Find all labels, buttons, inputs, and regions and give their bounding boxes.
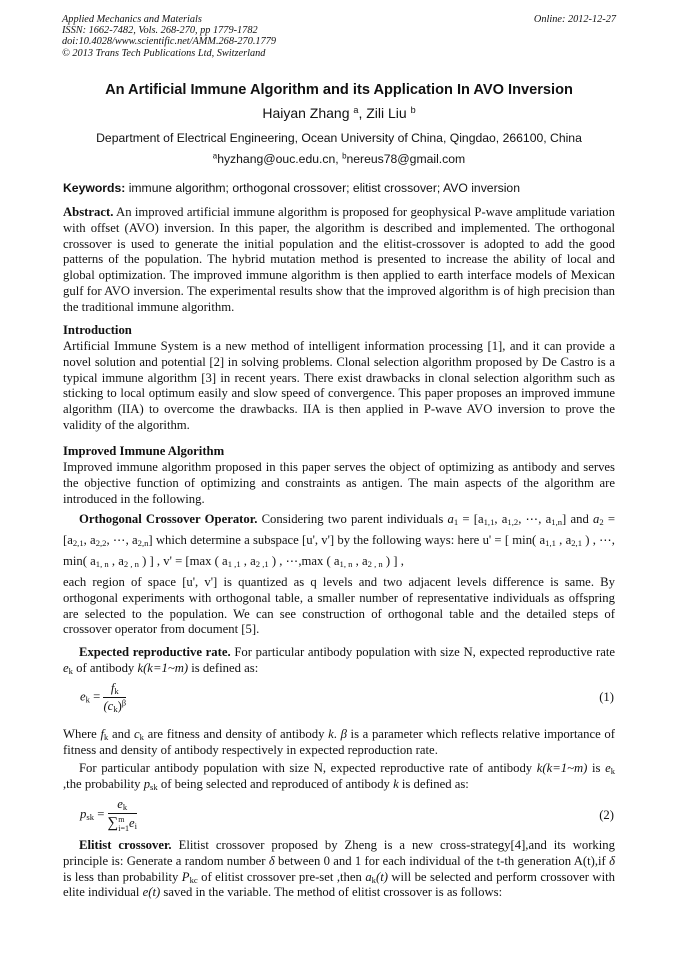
text-run: is defined as: xyxy=(398,776,469,791)
orthogonal-crossover-continued xyxy=(63,575,615,638)
doi-line: doi:10.4028/www.scientific.net/AMM.268-270.1779 xyxy=(62,36,277,48)
text-run: For particular antibody population with size N, expected reproductive rate xyxy=(230,645,615,659)
affiliation: Department of Electrical Engineering, Ocean University of China, Qingdao, 266100, China xyxy=(96,131,582,145)
paper-title: An Artificial Immune Algorithm and its Application In AVO Inversion xyxy=(105,82,573,98)
text-run: For particular antibody population with size N, expected reproductive rate of antibody xyxy=(79,761,537,775)
sum-limits xyxy=(118,815,129,833)
math-sub: 1,n xyxy=(551,517,563,528)
math-k-range: k(k=1~m) xyxy=(536,761,588,775)
math-k-range: k(k=1~m) xyxy=(137,660,189,675)
math-run: ] xyxy=(148,533,153,548)
section-heading-iia: Improved Immune Algorithm xyxy=(63,444,225,458)
math-run: , ⋯, a xyxy=(106,533,138,548)
math-e: e xyxy=(128,816,135,830)
text-run: . xyxy=(333,727,341,741)
math-run: , a xyxy=(240,554,256,569)
journal-header xyxy=(62,14,616,59)
text-run: Elitist crossover proposed by Zheng is a new cross-strategy[4],and its working principle is: Generate a random number xyxy=(63,838,615,868)
math-run: , a xyxy=(555,533,572,548)
probability-paragraph xyxy=(63,761,615,793)
math-beta: β xyxy=(340,727,347,741)
sum-lower-limit: i=1 xyxy=(118,824,129,834)
math-run: , a xyxy=(83,533,96,548)
email-2-mark: b xyxy=(342,151,347,161)
issn-line: ISSN: 1662-7482, Vols. 268-270, pp 1779-1782 xyxy=(62,25,258,37)
math-sub: sk xyxy=(86,812,95,823)
iia-text: Improved immune algorithm proposed in this paper serves the object of optimizing as antibody and serves the objective function of optimizing and constraints as antigen. The main aspects of the algorithm are introduced in the following. xyxy=(63,460,615,506)
math-e-t: e(t) xyxy=(142,885,161,900)
math-sub: 1,1 xyxy=(483,517,495,528)
math-t: (t) xyxy=(375,869,388,884)
author-1: Haiyan Zhang xyxy=(262,105,350,121)
math-run: , a xyxy=(494,512,508,526)
math-sub: 1, n xyxy=(339,559,353,570)
where-paragraph xyxy=(63,727,615,759)
section-heading-introduction: Introduction xyxy=(63,323,132,337)
equation-1-number: (1) xyxy=(599,690,614,704)
math-sub: 1 ,1 xyxy=(227,559,241,570)
math-e: e xyxy=(605,761,611,775)
math-f: f xyxy=(100,727,104,741)
math-run: , a xyxy=(352,554,368,569)
math-sub: 2,2 xyxy=(95,538,107,549)
math-sub: 2,1 xyxy=(72,538,84,549)
math-equals: = xyxy=(94,806,108,821)
math-run: ] xyxy=(562,512,567,526)
equation-1-denominator xyxy=(103,698,126,714)
math-a2: a xyxy=(593,512,600,526)
math-e: e xyxy=(80,689,86,704)
math-sub: sk xyxy=(150,781,158,792)
abstract-label: Abstract. xyxy=(63,205,114,219)
math-sub: k xyxy=(114,686,119,697)
abstract xyxy=(63,205,615,316)
math-subspace: [u', v'] xyxy=(302,533,335,548)
email-2: nereus78@gmail.com xyxy=(346,152,466,166)
math-run: ) ] , xyxy=(382,554,404,569)
equation-2-denominator xyxy=(108,814,137,833)
author-line xyxy=(62,105,616,121)
equation-1 xyxy=(80,681,126,714)
math-sub: 2,n xyxy=(137,538,149,549)
equation-1-fraction xyxy=(103,681,126,714)
text-run: each region of space xyxy=(63,575,183,589)
text-run: by the following ways: here xyxy=(334,533,480,548)
elitist-label: Elitist crossover. xyxy=(79,838,172,852)
math-a: a xyxy=(365,869,372,884)
math-sub: 2 xyxy=(599,517,604,528)
math-sub: k xyxy=(113,704,118,715)
text-run: which determine a subspace xyxy=(152,533,303,548)
math-run: ) xyxy=(117,699,122,713)
math-sub: 2 , n xyxy=(123,559,139,570)
equation-2 xyxy=(80,797,137,833)
equation-1-numerator xyxy=(103,681,126,698)
journal-name: Applied Mechanics and Materials xyxy=(62,14,202,25)
sum-upper-limit: m xyxy=(118,815,125,825)
text-run: Considering two parent individuals xyxy=(257,512,448,526)
expected-rate-label: Expected reproductive rate. xyxy=(79,645,231,659)
math-u-definition: u' = [ min( a xyxy=(482,533,546,548)
math-sub: k xyxy=(139,732,144,743)
text-run: are fitness and density of antibody xyxy=(143,727,329,741)
math-sub: k xyxy=(122,802,128,813)
math-sub: kc xyxy=(189,874,198,885)
math-sub: 2 ,1 xyxy=(255,559,269,570)
keywords xyxy=(63,181,615,195)
math-c: c xyxy=(133,727,140,741)
math-sub: k xyxy=(371,874,376,885)
math-run: , a xyxy=(108,554,124,569)
text-run: is less than probability xyxy=(63,869,182,884)
author-1-mark: a xyxy=(353,105,359,115)
email-1: hyzhang@ouc.edu.cn xyxy=(217,152,336,166)
math-sub: 1,1 xyxy=(545,538,556,549)
email-1-mark: a xyxy=(212,151,218,161)
math-p: P xyxy=(181,869,190,884)
email-line xyxy=(62,152,616,166)
math-run: = [a xyxy=(63,512,616,548)
math-f: f xyxy=(110,681,115,695)
text-run: and xyxy=(566,512,589,526)
math-delta: δ xyxy=(268,853,275,868)
text-run: is quantized as q levels and two adjacent levels difference is same. By orthogonal experiments with orthogonal table, a smaller number of representative individuals as offspring are selected to the population. We can see construction of orthogonal table and the detailed steps of crossover operator from document [5]. xyxy=(63,575,615,637)
math-sum: ∑ xyxy=(107,815,119,831)
math-a1: a xyxy=(447,512,454,526)
math-sub: 2,1 xyxy=(571,538,582,549)
math-sub: k xyxy=(85,694,90,705)
text-run: ,the probability xyxy=(63,776,144,791)
email-separator: , xyxy=(335,152,343,166)
math-sub: k xyxy=(610,766,616,777)
orthogonal-crossover-paragraph xyxy=(63,509,615,573)
math-run: ) , ⋯,max ( a xyxy=(268,554,340,569)
copyright-line: © 2013 Trans Tech Publications Ltd, Switzerland xyxy=(62,47,266,59)
text-run: between 0 and 1 for each individual of the t-th generation A(t),if xyxy=(274,853,610,868)
text-run: and xyxy=(108,727,134,741)
equation-2-number: (2) xyxy=(599,808,614,822)
math-run: , ⋯, a xyxy=(518,512,552,526)
math-e: e xyxy=(117,797,123,811)
introduction-text: Artificial Immune System is a new method of intelligent information processing [1], and it can provide a novel solution and potential [2] in solving problems. Clonal selection algorithm proposed by De Castro is a typical immune algorithm [3] in recent years. There exist drawbacks in clonal selection algorithm such as sticking to local optimum easily and slow speed of convergence. This paper proposes an improved immune algorithm (IIA) to overcome the drawbacks. IIA is then applied in P-wave AVO inversion to prove the validity of the algorithm. xyxy=(63,339,615,432)
math-k: k xyxy=(328,727,334,741)
online-date: Online: 2012-12-27 xyxy=(533,14,616,25)
equation-2-numerator xyxy=(108,797,137,814)
math-p: p xyxy=(80,806,87,821)
math-sub: 2 , n xyxy=(367,559,383,570)
math-sub: 1 xyxy=(453,517,459,528)
math-delta: δ xyxy=(609,853,615,868)
math-run: ) , ⋯, min( a xyxy=(63,533,615,569)
author-separator: , xyxy=(358,105,367,121)
math-p: p xyxy=(143,776,151,791)
math-k: k xyxy=(393,776,399,791)
math-e: e xyxy=(63,660,69,675)
author-2-mark: b xyxy=(410,105,416,115)
text-run: of antibody xyxy=(72,660,138,675)
author-2: Zili Liu xyxy=(366,105,407,121)
math-sub: 1,2 xyxy=(507,517,519,528)
orthogonal-label: Orthogonal Crossover Operator. xyxy=(79,512,258,526)
math-beta: β xyxy=(121,698,127,708)
text-run: is a parameter which reflects relative importance of fitness and density of antibody respectively in expected reproduction rate. xyxy=(63,727,615,757)
elitist-crossover-paragraph xyxy=(63,838,615,901)
math-sub: 1, n xyxy=(95,559,109,570)
math-c: (c xyxy=(103,699,114,713)
equation-2-fraction xyxy=(108,797,137,833)
text-run: of elitist crossover pre-set ,then xyxy=(197,869,366,884)
abstract-text: An improved artificial immune algorithm is proposed for geophysical P-wave amplitude variation with offset (AVO) inversion. In this paper, the algorithm is described and implemented. The orthogonal crossover is used to generate the initial population and the elitist-crossover is adopted to add the good patterns of the population. The hybrid mutation method is presented to increase the ability of local and global optimization. The improved immune algorithm is then applied to earth interface models of Mexican gulf for AVO inversion. The experimental results show that the improved algorithm is of high precision than the traditional immune algorithm. xyxy=(63,205,615,314)
math-run: ) ] , v' = [max ( a xyxy=(138,554,228,569)
math-equals: = xyxy=(89,689,104,704)
math-sub: i xyxy=(134,821,137,832)
math-subspace: [u', v'] xyxy=(182,575,218,589)
expected-rate-paragraph xyxy=(63,645,615,677)
keywords-label: Keywords: xyxy=(63,181,126,195)
keywords-text: immune algorithm; orthogonal crossover; elitist crossover; AVO inversion xyxy=(125,181,520,195)
text-run: saved in the variable. The method of elitist crossover is as follows: xyxy=(160,885,503,900)
text-run: Where xyxy=(63,727,101,741)
text-run: of being selected and reproduced of antibody xyxy=(157,776,394,791)
math-sub: k xyxy=(104,732,109,743)
text-run: is defined as: xyxy=(188,660,259,675)
text-run: is xyxy=(587,761,601,775)
text-run: will be selected and perform crossover with elite individual xyxy=(63,869,615,900)
math-sub: k xyxy=(68,665,73,676)
math-run: = [a xyxy=(458,512,484,526)
